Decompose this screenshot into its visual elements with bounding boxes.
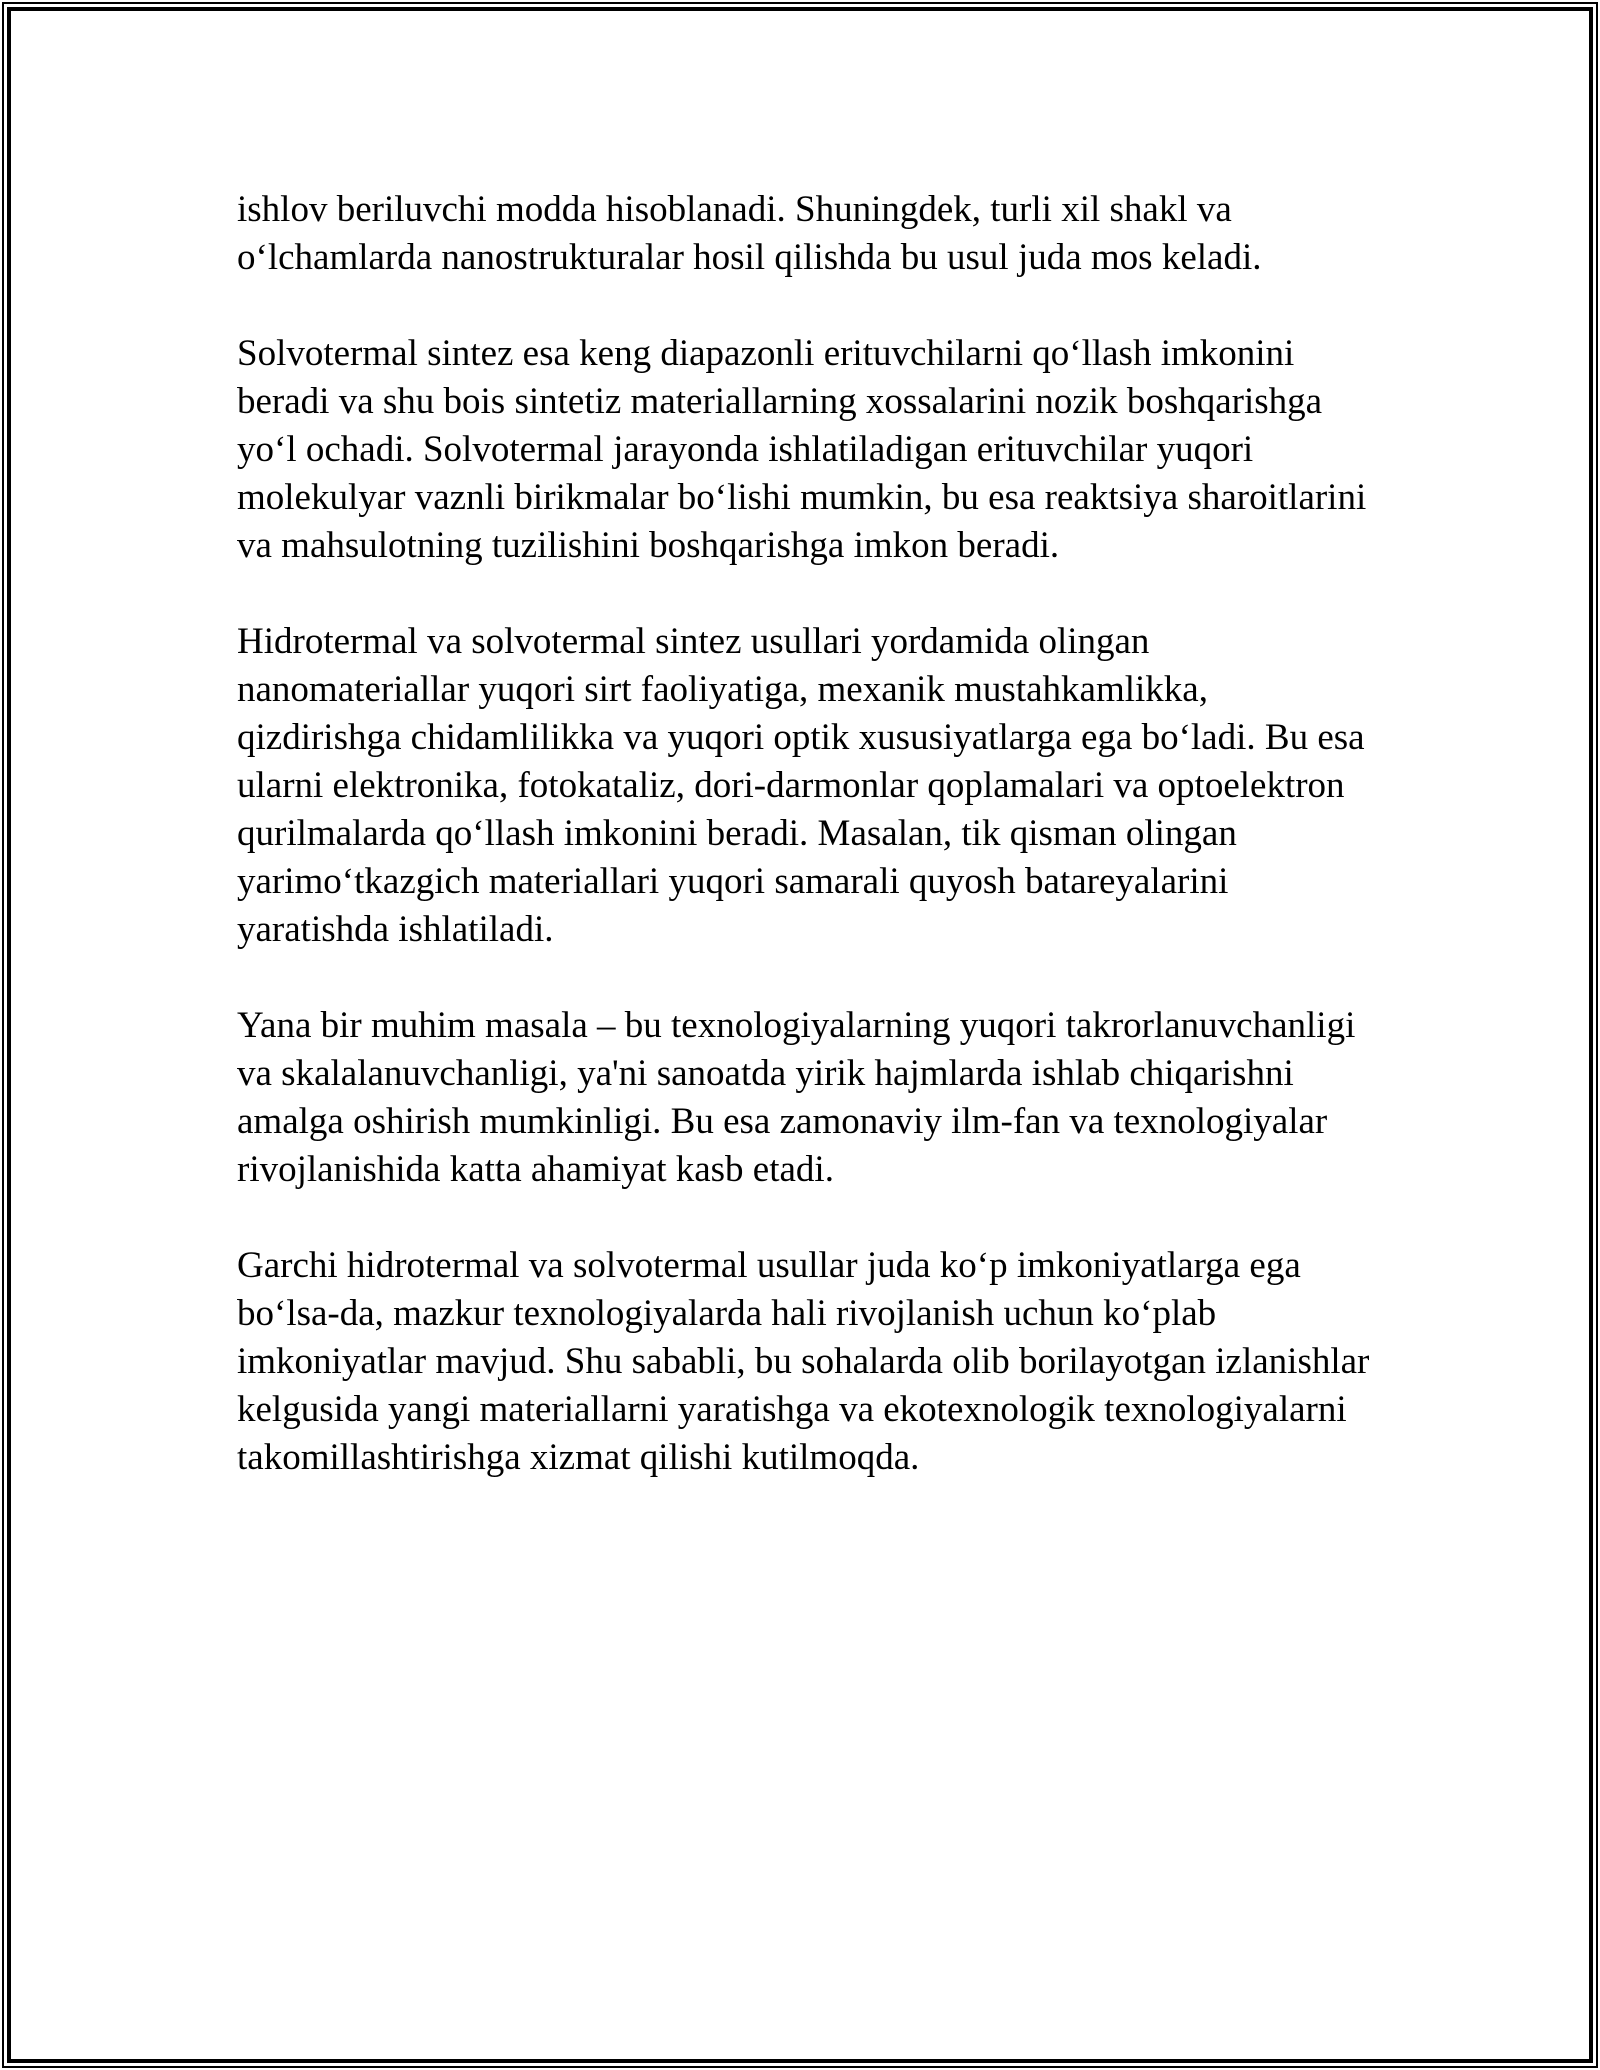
text-line: rivojlanishida katta ahamiyat kasb etadi.	[237, 1149, 834, 1190]
text-line: o‘lchamlarda nanostrukturalar hosil qilishda bu usul juda mos keladi.	[237, 237, 1262, 278]
text-line: imkoniyatlar mavjud. Shu sababli, bu sohalarda olib borilayotgan izlanishlar	[237, 1341, 1370, 1382]
paragraph	[237, 186, 1397, 282]
text-line: qurilmalarda qo‘llash imkonini beradi. Masalan, tik qisman olingan	[237, 813, 1237, 854]
text-line: yo‘l ochadi. Solvotermal jarayonda ishlatiladigan erituvchilar yuqori	[237, 429, 1254, 470]
text-line: yarimo‘tkazgich materiallari yuqori samarali quyosh batareyalarini	[237, 861, 1229, 902]
text-line: kelgusida yangi materiallarni yaratishga va ekotexnologik texnologiyalarni	[237, 1389, 1347, 1430]
paragraph	[237, 1242, 1397, 1482]
paragraph	[237, 1002, 1397, 1194]
text-line: Garchi hidrotermal va solvotermal usullar juda ko‘p imkoniyatlarga ega	[237, 1245, 1301, 1286]
text-line: Yana bir muhim masala – bu texnologiyalarning yuqori takrorlanuvchanligi	[237, 1005, 1356, 1046]
text-line: va skalalanuvchanligi, ya'ni sanoatda yirik hajmlarda ishlab chiqarishni	[237, 1053, 1294, 1094]
text-line: molekulyar vaznli birikmalar bo‘lishi mumkin, bu esa reaktsiya sharoitlarini	[237, 477, 1367, 518]
text-line: qizdirishga chidamlilikka va yuqori optik xususiyatlarga ega bo‘ladi. Bu esa	[237, 717, 1365, 758]
text-line: Solvotermal sintez esa keng diapazonli erituvchilarni qo‘llash imkonini	[237, 333, 1295, 374]
text-line: amalga oshirish mumkinligi. Bu esa zamonaviy ilm-fan va texnologiyalar	[237, 1101, 1328, 1142]
text-line: yaratishda ishlatiladi.	[237, 909, 554, 950]
text-line: bo‘lsa-da, mazkur texnologiyalarda hali rivojlanish uchun ko‘plab	[237, 1293, 1217, 1334]
document-body	[237, 186, 1397, 1530]
paragraph	[237, 330, 1397, 570]
text-line: nanomateriallar yuqori sirt faoliyatiga, mexanik mustahkamlikka,	[237, 669, 1208, 710]
text-line: ularni elektronika, fotokataliz, dori-darmonlar qoplamalari va optoelektron	[237, 765, 1345, 806]
text-line: takomillashtirishga xizmat qilishi kutilmoqda.	[237, 1437, 920, 1478]
text-line: beradi va shu bois sintetiz materiallarning xossalarini nozik boshqarishga	[237, 381, 1323, 422]
text-line: Hidrotermal va solvotermal sintez usullari yordamida olingan	[237, 621, 1150, 662]
paragraph	[237, 618, 1397, 954]
text-line: ishlov beriluvchi modda hisoblanadi. Shuningdek, turli xil shakl va	[237, 189, 1232, 230]
text-line: va mahsulotning tuzilishini boshqarishga imkon beradi.	[237, 525, 1060, 566]
